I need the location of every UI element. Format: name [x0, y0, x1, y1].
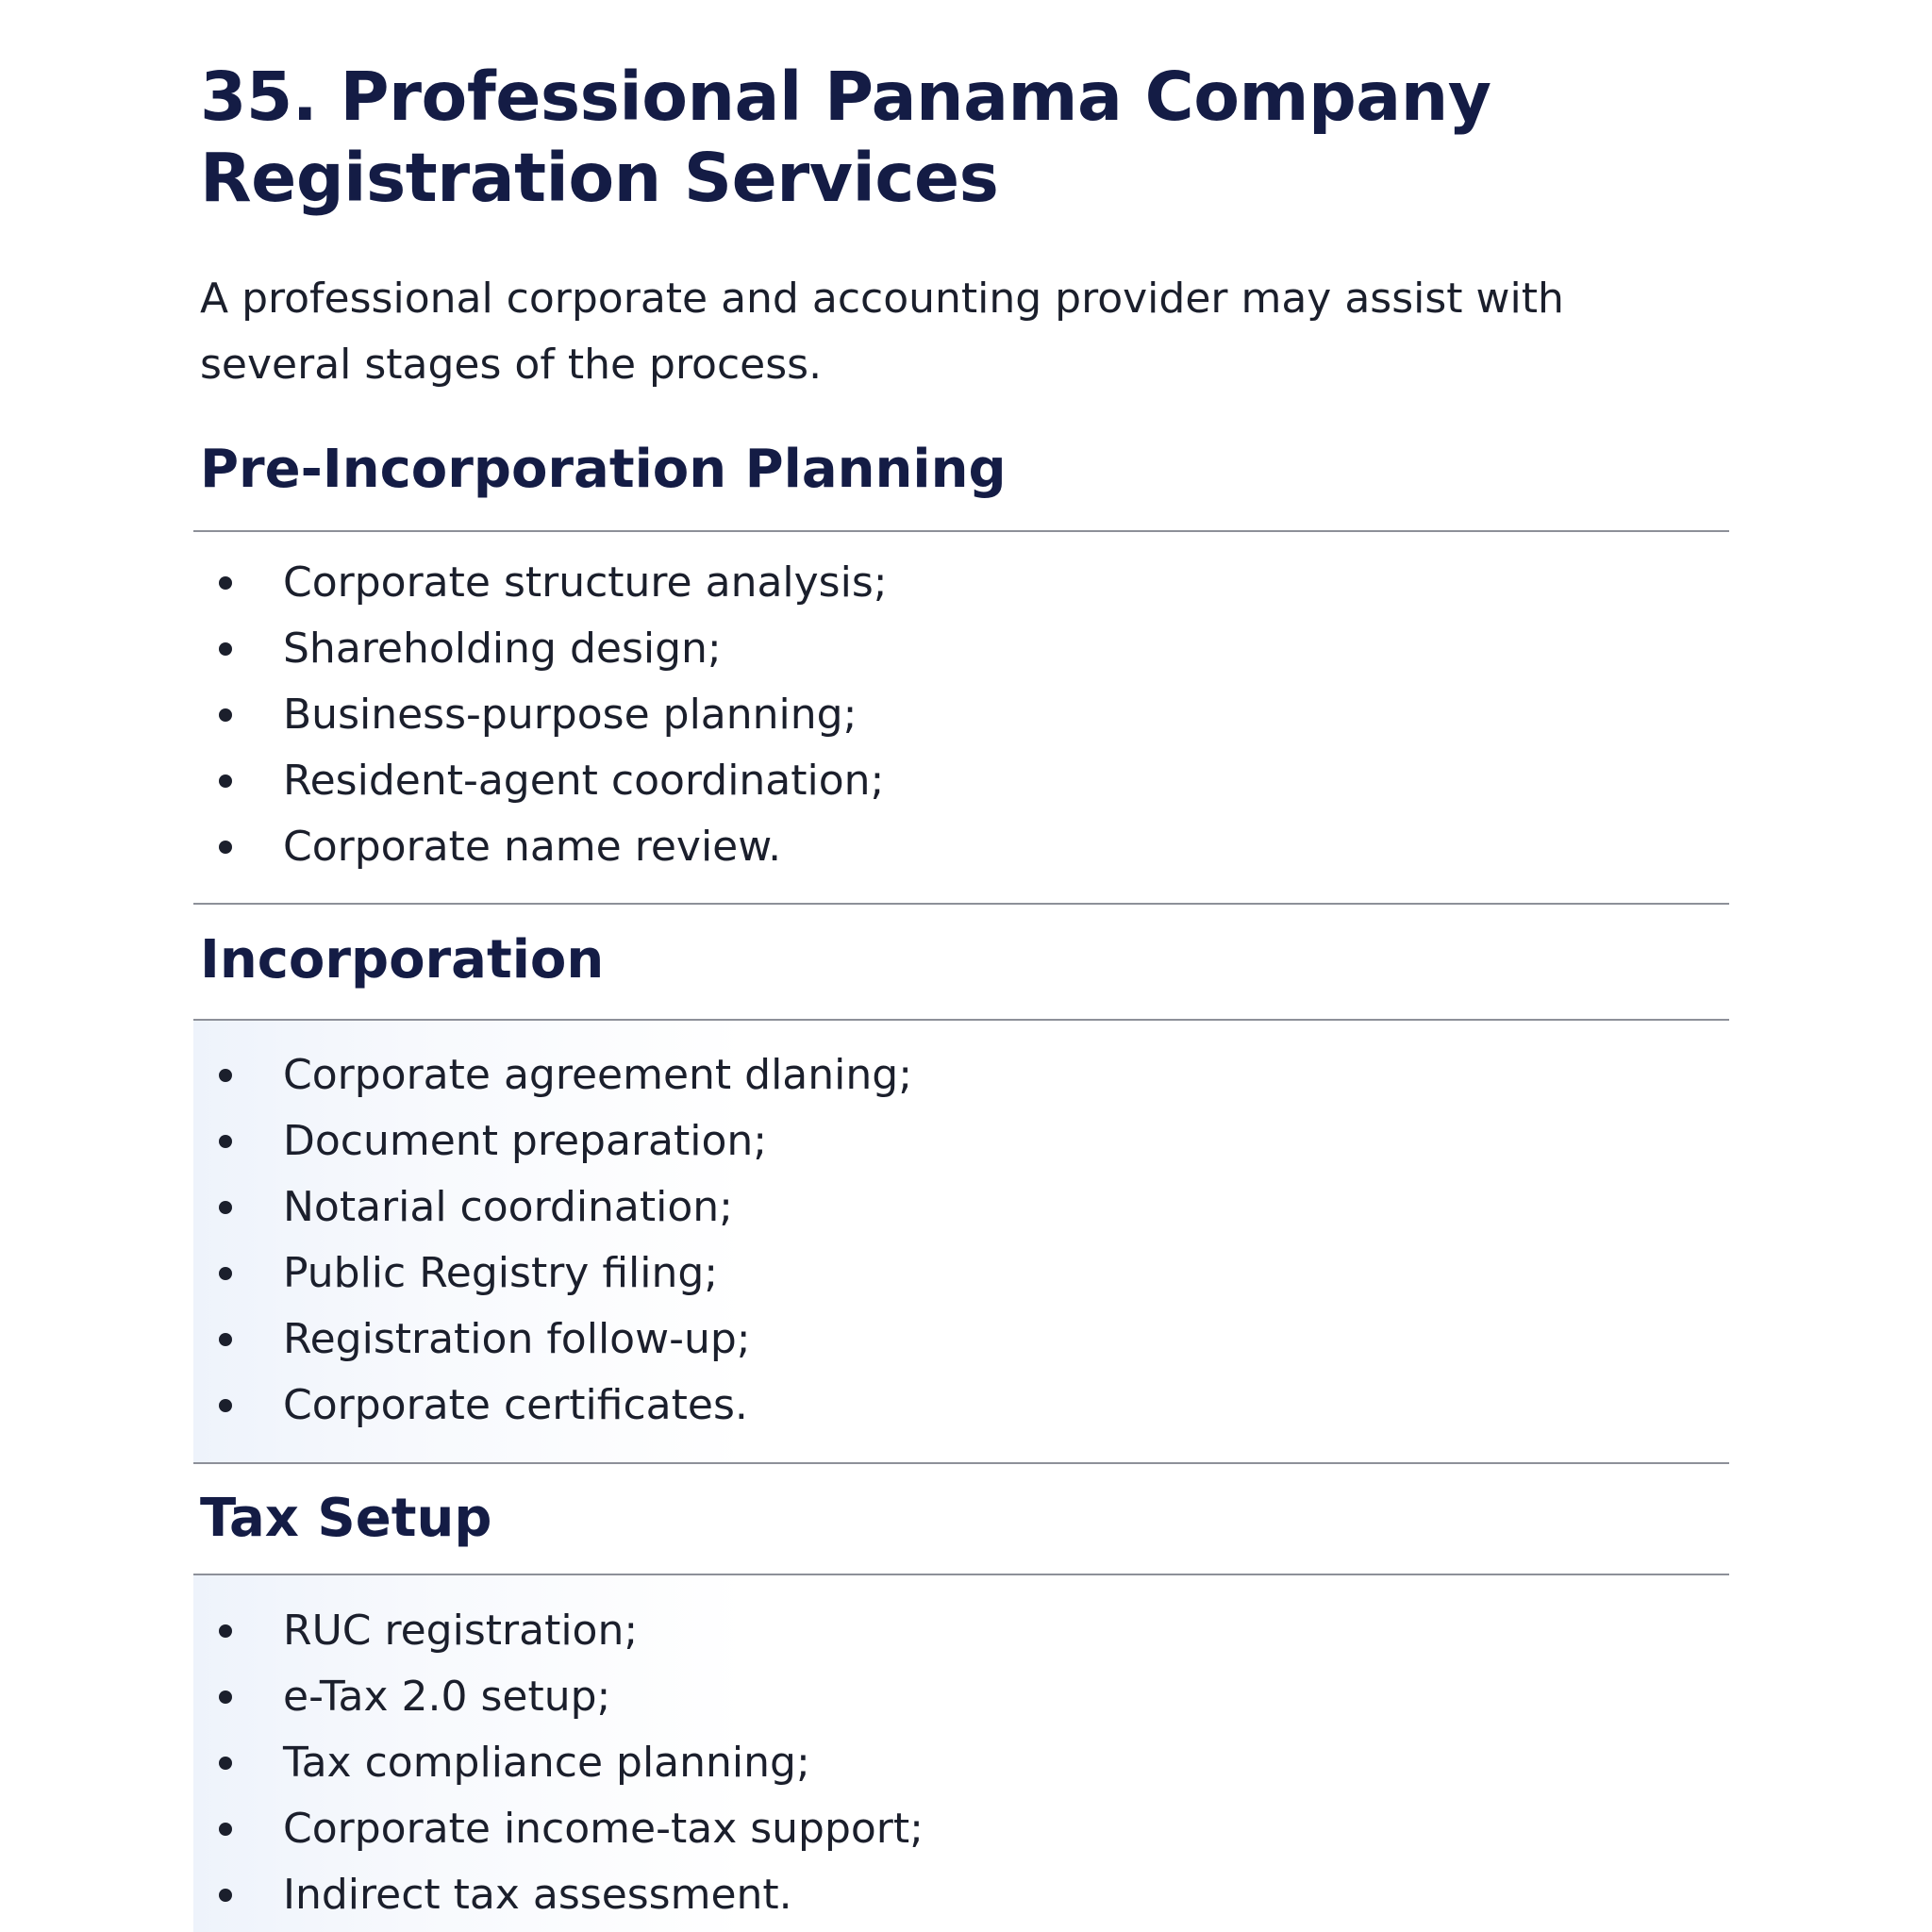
list-item — [200, 550, 888, 616]
bullet-icon — [219, 1201, 232, 1214]
pre-incorporation-list — [200, 550, 888, 880]
bullet-icon — [219, 708, 232, 722]
bullet-icon — [219, 1823, 232, 1836]
intro-paragraph: A professional corporate and accounting provider may assist with several stages of the process. — [200, 275, 1564, 389]
list-item — [200, 1664, 924, 1730]
list-item — [200, 682, 888, 748]
list-item — [200, 748, 888, 814]
list-item-text: Business-purpose planning; — [283, 691, 858, 739]
list-item-text: Tax compliance planning; — [283, 1739, 810, 1787]
list-item-text: Notarial coordination; — [283, 1183, 733, 1231]
list-item-text: Corporate agreement dlaning; — [283, 1051, 913, 1099]
list-item-text: e-Tax 2.0 setup; — [283, 1673, 611, 1721]
list-item — [200, 814, 888, 880]
bullet-icon — [219, 1889, 232, 1902]
section-divider — [193, 903, 1729, 905]
list-item — [200, 1174, 912, 1241]
list-item — [200, 1042, 912, 1108]
bullet-icon — [219, 1757, 232, 1770]
incorporation-list — [200, 1042, 912, 1439]
list-item-text: Shareholding design; — [283, 625, 722, 673]
list-item-text: Corporate certificates. — [283, 1381, 748, 1429]
list-item — [200, 1796, 924, 1862]
list-item — [200, 1108, 912, 1174]
section-heading-pre-incorporation: Pre-Incorporation Planning — [200, 439, 1007, 500]
list-item-text: Resident-agent coordination; — [283, 757, 885, 805]
bullet-icon — [219, 1267, 232, 1280]
list-item — [200, 616, 888, 682]
list-item — [200, 1862, 924, 1928]
list-item-text: Document preparation; — [283, 1117, 768, 1165]
list-item — [200, 1373, 912, 1439]
section-heading-incorporation: Incorporation — [200, 929, 605, 991]
bullet-icon — [219, 1333, 232, 1346]
section-divider — [193, 1462, 1729, 1464]
bullet-icon — [219, 774, 232, 788]
list-item — [200, 1307, 912, 1373]
list-item — [200, 1598, 924, 1664]
list-item-text: RUC registration; — [283, 1607, 639, 1655]
bullet-icon — [219, 1624, 232, 1638]
bullet-icon — [219, 576, 232, 590]
bullet-icon — [219, 841, 232, 854]
list-item-text: Corporate income-tax support; — [283, 1805, 924, 1853]
list-item-text: Registration follow-up; — [283, 1315, 751, 1363]
section-heading-tax-setup: Tax Setup — [200, 1488, 492, 1549]
list-item-text: Public Registry filing; — [283, 1249, 719, 1297]
bullet-icon — [219, 1069, 232, 1082]
tax-setup-list — [200, 1598, 924, 1928]
list-item — [200, 1730, 924, 1796]
bullet-icon — [219, 1135, 232, 1148]
page-title: 35. Professional Panama Company Registration Services — [200, 58, 1491, 217]
bullet-icon — [219, 1690, 232, 1704]
bullet-icon — [219, 1399, 232, 1412]
list-item-text: Corporate structure analysis; — [283, 558, 888, 607]
bullet-icon — [219, 642, 232, 656]
list-item — [200, 1241, 912, 1307]
section-divider — [193, 530, 1729, 532]
section-divider — [193, 1574, 1729, 1575]
list-item-text: Indirect tax assessment. — [283, 1871, 792, 1919]
list-item-text: Corporate name review. — [283, 823, 782, 871]
section-divider — [193, 1019, 1729, 1021]
